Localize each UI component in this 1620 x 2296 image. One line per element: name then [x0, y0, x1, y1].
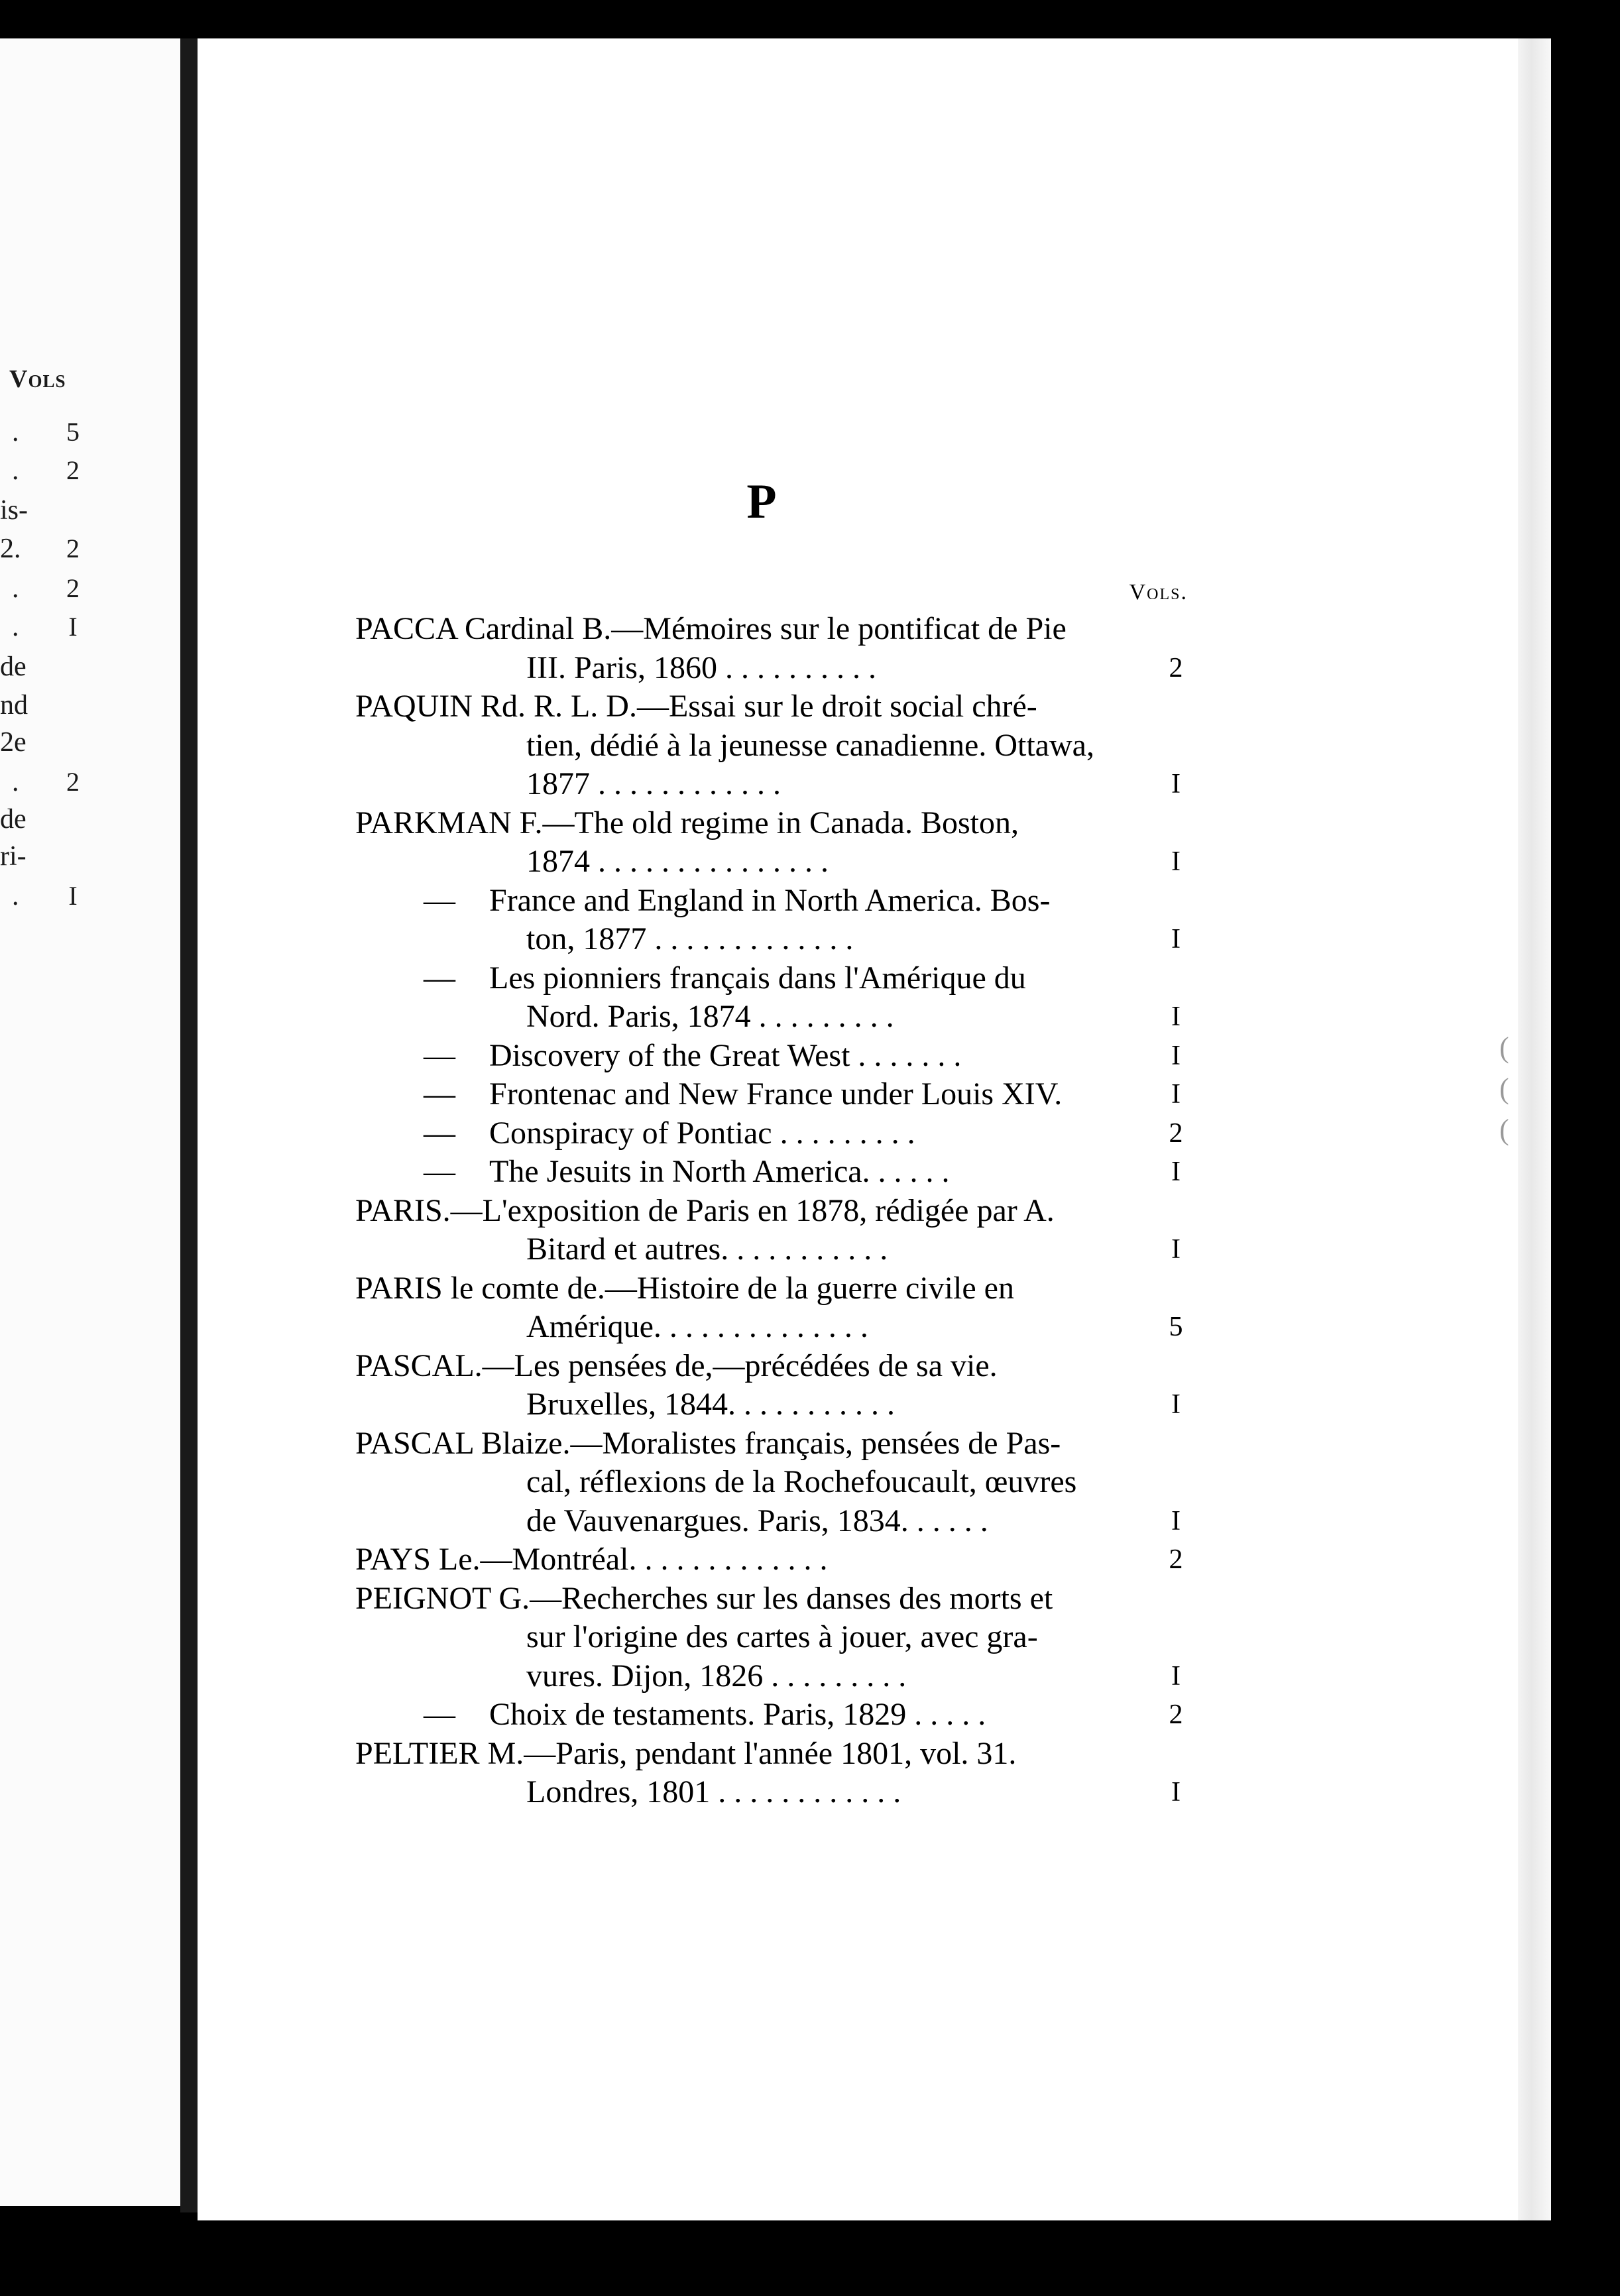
entry-line: Conspiracy of Pontiac . . . . . . . . . — [489, 1115, 915, 1151]
left-vol-number: 5 — [66, 417, 80, 447]
catalog-entry — [355, 1423, 1190, 1540]
ditto-dash: — — [424, 1697, 455, 1732]
left-line-dot: . — [12, 612, 19, 642]
left-line-text: ri- — [0, 841, 27, 872]
vol-count: I — [1171, 924, 1181, 954]
catalog-entry — [355, 608, 1190, 686]
entry-line: 1877 . . . . . . . . . . . . — [526, 766, 781, 801]
vol-count: 2 — [1169, 1699, 1183, 1730]
entry-line: PARIS le comte de.—Histoire de la guerre civile en — [355, 1270, 1014, 1306]
entry-line: III. Paris, 1860 . . . . . . . . . . — [526, 650, 876, 685]
entry-line: PAYS Le.—Montréal. . . . . . . . . . . . . — [355, 1542, 828, 1577]
entry-line: cal, réflexions de la Rochefoucault, œuvres — [526, 1464, 1077, 1499]
ditto-dash: — — [424, 882, 455, 918]
vol-count: I — [1171, 1079, 1181, 1110]
entry-line: PACCA Cardinal B.—Mémoires sur le pontificat de Pie — [355, 611, 1067, 646]
entry-line: Les pionniers français dans l'Amérique du — [489, 960, 1026, 996]
entry-line: The Jesuits in North America. . . . . . — [489, 1154, 950, 1189]
entry-line: tien, dédié à la jeunesse canadienne. Ottawa, — [526, 727, 1094, 763]
ditto-dash: — — [424, 1037, 455, 1073]
left-line-dot: . — [12, 417, 19, 447]
edge-marks: ( ( ( — [1499, 1031, 1509, 1146]
vol-count: I — [1171, 1389, 1181, 1420]
left-line-dot: . — [12, 455, 19, 486]
catalog-entry — [355, 1190, 1190, 1268]
vol-count: 2 — [1169, 1118, 1183, 1149]
catalog-entry — [355, 1694, 1190, 1733]
vol-count: I — [1171, 1777, 1181, 1808]
entry-line: PASCAL.—Les pensées de,—précédées de sa vie. — [355, 1348, 998, 1383]
entry-line: Nord. Paris, 1874 . . . . . . . . . — [526, 999, 894, 1034]
entry-line: PARKMAN F.—The old regime in Canada. Boston, — [355, 805, 1019, 840]
catalog-entry — [355, 1578, 1190, 1695]
entry-line: ton, 1877 . . . . . . . . . . . . . — [526, 921, 854, 956]
left-line-text: nd — [0, 690, 28, 720]
entry-line: 1874 . . . . . . . . . . . . . . . — [526, 844, 829, 879]
left-line-dot: . — [12, 767, 19, 797]
entry-line: Bitard et autres. . . . . . . . . . . — [526, 1232, 888, 1267]
left-page — [0, 38, 180, 2206]
catalog-entry — [355, 686, 1190, 803]
catalog-entry — [355, 880, 1190, 958]
catalog-entry — [355, 1539, 1190, 1578]
entry-line: Londres, 1801 . . . . . . . . . . . . — [526, 1774, 901, 1809]
vol-count: I — [1171, 1157, 1181, 1187]
book-gutter — [180, 38, 198, 2212]
entry-line: Discovery of the Great West . . . . . . . — [489, 1037, 962, 1073]
vol-count: I — [1171, 846, 1181, 877]
section-letter: P — [746, 475, 777, 529]
vol-count: 2 — [1169, 652, 1183, 683]
entry-line: Frontenac and New France under Louis XIV. — [489, 1076, 1063, 1112]
vol-count: 2 — [1169, 1544, 1183, 1575]
ditto-dash: — — [424, 1154, 455, 1189]
entry-line: Amérique. . . . . . . . . . . . . . — [526, 1309, 868, 1344]
left-vol-number: I — [68, 881, 78, 911]
entry-line: PASCAL Blaize.—Moralistes français, pensées de Pas- — [355, 1425, 1061, 1461]
entry-line: vures. Dijon, 1826 . . . . . . . . . — [526, 1658, 907, 1693]
catalog-entry — [355, 1035, 1190, 1074]
vol-count: I — [1171, 1234, 1181, 1265]
left-vols-header: Vols — [9, 365, 66, 393]
ditto-dash: — — [424, 1115, 455, 1151]
entry-line: Bruxelles, 1844. . . . . . . . . . . — [526, 1387, 895, 1422]
catalog-entry — [355, 1268, 1190, 1346]
vol-count: 5 — [1169, 1312, 1183, 1342]
left-line-text: is- — [0, 495, 28, 526]
catalog-entry — [355, 1074, 1190, 1113]
entry-line: PAQUIN Rd. R. L. D.—Essai sur le droit social chré- — [355, 689, 1037, 724]
catalog-entry — [355, 958, 1190, 1035]
entry-line: PELTIER M.—Paris, pendant l'année 1801, vol. 31. — [355, 1735, 1017, 1771]
left-line-text: 2. — [0, 534, 21, 564]
left-vol-number: 2 — [66, 573, 80, 603]
entry-line: sur l'origine des cartes à jouer, avec gra- — [526, 1619, 1038, 1654]
catalog-entry — [355, 1733, 1190, 1811]
vol-count: I — [1171, 1505, 1181, 1536]
left-vol-number: 2 — [66, 455, 80, 485]
catalog-entry — [355, 1346, 1190, 1423]
vol-count: I — [1171, 1040, 1181, 1071]
left-line-dot: . — [12, 573, 19, 604]
vols-column-header: Vols. — [1129, 580, 1188, 604]
left-vol-number: 2 — [66, 534, 80, 563]
left-line-text: 2e — [0, 727, 27, 758]
catalog-entry — [355, 1113, 1190, 1152]
entry-line: PEIGNOT G.—Recherches sur les danses des morts et — [355, 1580, 1053, 1616]
ditto-dash: — — [424, 1076, 455, 1112]
catalog-entry — [355, 803, 1190, 880]
left-vol-number: I — [68, 612, 78, 642]
entry-line: de Vauvenargues. Paris, 1834. . . . . . — [526, 1503, 988, 1538]
left-vol-number: 2 — [66, 767, 80, 797]
left-line-dot: . — [12, 881, 19, 911]
ditto-dash: — — [424, 960, 455, 996]
vol-count: I — [1171, 1002, 1181, 1032]
entry-line: PARIS.—L'exposition de Paris en 1878, rédigée par A. — [355, 1192, 1055, 1228]
vol-count: I — [1171, 769, 1181, 799]
entry-line: Choix de testaments. Paris, 1829 . . . . . — [489, 1697, 986, 1732]
catalog-entry — [355, 1151, 1190, 1190]
vol-count: I — [1171, 1660, 1181, 1692]
entry-line: France and England in North America. Bos- — [489, 882, 1051, 918]
left-line-text: de — [0, 652, 27, 682]
left-line-text: de — [0, 804, 27, 834]
